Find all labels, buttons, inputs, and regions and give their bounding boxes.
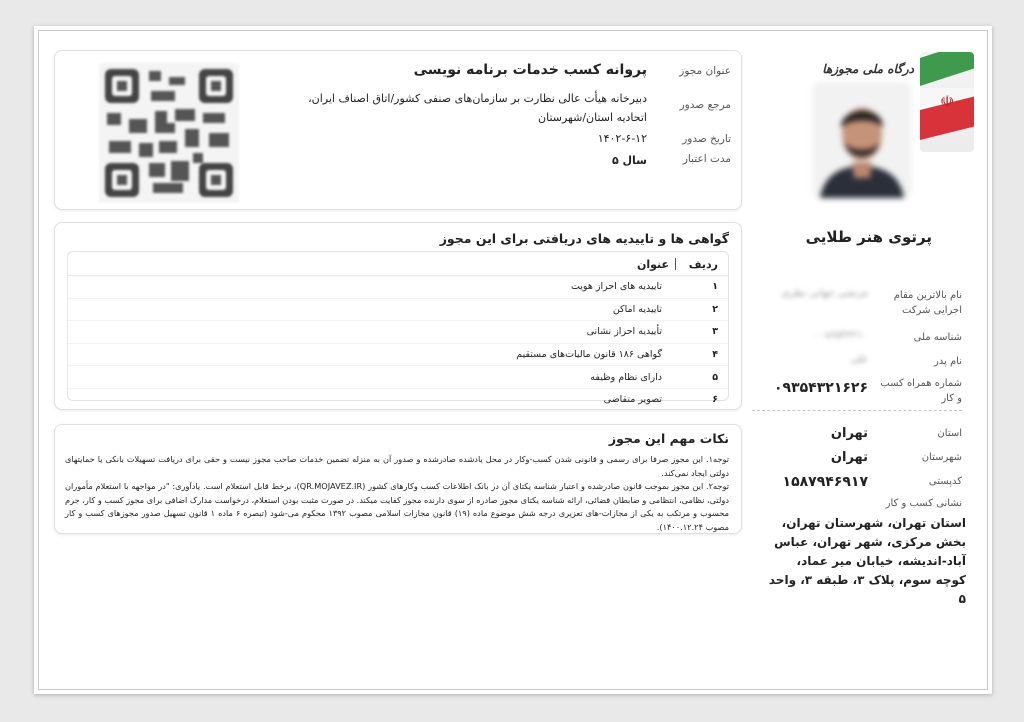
- phone-value: ۰۹۳۵۴۳۲۱۶۲۶: [774, 380, 868, 396]
- postal-code-row: [762, 474, 962, 490]
- row-title: تصویر متقاضی: [603, 394, 662, 406]
- validity-row: [291, 151, 731, 173]
- father-row: [762, 354, 962, 369]
- license-title-row: [291, 59, 731, 89]
- license-card: [54, 50, 742, 210]
- column-separator: [675, 258, 676, 270]
- row-title: تأییدیه احراز نشانی: [586, 326, 662, 338]
- table-row: [68, 389, 728, 411]
- county-row: [762, 450, 962, 465]
- ceo-row: [762, 288, 962, 318]
- license-title: پروانه کسب خدمات برنامه نویسی: [413, 62, 647, 78]
- row-number: ۵: [712, 371, 718, 383]
- table-row: [68, 344, 728, 367]
- qr-code: [99, 63, 239, 203]
- certificates-table-header: [68, 252, 728, 276]
- postal-code-value: ۱۵۸۷۹۴۶۹۱۷: [782, 474, 868, 490]
- license-sheet: [34, 26, 992, 694]
- table-row: [68, 366, 728, 389]
- row-title: گواهی ۱۸۶ قانون مالیات‌های مستقیم: [516, 349, 662, 361]
- notes-body: [65, 453, 729, 535]
- issuer-row: [291, 89, 731, 129]
- row-number: ۲: [712, 303, 718, 315]
- county-value: تهران: [830, 450, 868, 465]
- license-title-label: عنوان مجوز: [679, 65, 731, 77]
- national-id-row: [762, 330, 962, 345]
- row-title: تاییدیه های احراز هویت: [570, 281, 662, 293]
- ceo-value: مرتضی جهانی نظری: [781, 288, 868, 299]
- row-number: ۳: [712, 326, 718, 338]
- notes-card: [54, 424, 742, 534]
- table-row: [68, 321, 728, 344]
- father-label: نام پدر: [933, 356, 962, 367]
- row-number: ۴: [712, 349, 718, 361]
- emblem-icon: ☫: [940, 92, 955, 111]
- portal-logo: درگاه ملی مجوزها: [822, 62, 914, 76]
- province-row: [762, 426, 962, 441]
- table-row: [68, 276, 728, 299]
- issue-date-value: ۱۴۰۲-۶-۱۲: [597, 132, 647, 145]
- row-number: ۱: [712, 281, 718, 293]
- certificates-heading: گواهی ها و تاییدیه های دریافتی برای این مجوز: [439, 231, 729, 246]
- issue-date-row: [291, 129, 731, 151]
- iran-flag-icon: [920, 52, 974, 152]
- issue-date-label: تاریخ صدور: [682, 133, 731, 145]
- father-value: علی: [850, 354, 868, 365]
- column-header-no: ردیف: [688, 258, 718, 271]
- divider: [752, 410, 962, 411]
- phone-label: شماره همراه کسب و کار: [880, 378, 962, 404]
- national-id-label: شناسه ملی: [913, 332, 962, 343]
- ceo-label: نام بالاترین مقام اجرایی شرکت: [893, 290, 962, 316]
- row-number: ۶: [712, 394, 718, 406]
- national-id-value: ۰۰۸۶۵۴۳۲۱۰: [814, 330, 868, 341]
- row-title: تاییدیه اماکن: [612, 303, 662, 315]
- table-row: [68, 299, 728, 322]
- certificates-card: [54, 222, 742, 410]
- applicant-photo: [812, 82, 912, 198]
- notes-heading: نکات مهم این مجوز: [608, 431, 729, 446]
- phone-row: [762, 376, 962, 406]
- row-title: دارای نظام وظیفه: [590, 371, 662, 383]
- address-value: استان تهران، شهرستان تهران، بخش مرکزی، شهر تهران، عباس آباد-اندیشه، خیابان میر عماد، کوچه سوم، پلاک ۳، طبقه ۳، واحد ۵: [768, 516, 966, 606]
- owner-name: پرتوی هنر طلایی: [805, 228, 932, 246]
- address-label: نشانی کسب و کار: [885, 498, 962, 509]
- issuer-label: مرجع صدور: [679, 99, 731, 111]
- note-2: توجه۲. این مجوز بموجب قانون صادرشده و اعتبار شناسه یکتای آن در بانک اطلاعات کسب وکارهای کشور (QR.MOJAVEZ.IR)، برخط قابل استعلام است. یادآوری: "در مواجهه با استعلام مأموران دولتی، نظامی، انتظامی و ضابطان قضائی، ارائه شناسه یکتای مجوز صادره از سوی دارنده مجوز کفایت میکند. در صورت مثبت بودن استعلام، درخواست مدارک اضافی برای مجوز کسب و کار، جرم محسوب و مرتکب به یکی از مجازات-های تعزیری درجه شش موضوع ماده (۱۹) قانون مجازات اسلامی مصوب ۱۳۹۲ محکوم می-شود (تبصره ۶ ماده ۱ قانون تسهیل صدور مجوزهای کسب و کار مصوب ۱۴۰۰.۱۲.۲۴).: [65, 481, 729, 532]
- column-header-title: عنوان: [636, 258, 669, 271]
- certificates-table: [67, 251, 729, 406]
- county-label: شهرستان: [921, 452, 962, 463]
- province-label: استان: [937, 428, 962, 439]
- validity-value: ۵ سال: [611, 154, 647, 167]
- note-1: توجه۱. این مجوز صرفا برای رسمی و قانونی شدن کسب-وکار در محل یادشده صادرشده و صدور آن به منزله تضمین خدمات صاحب مجوز نیست و حقی برای دریافت تسهیلات بانکی یا حمایتهای دولتی ایجاد نمی‌کند.: [65, 454, 729, 478]
- issuer-value: دبیرخانه هیأت عالی نظارت بر سازمان‌های صنفی کشور/اتاق اصناف ایران، اتحادیه استان/شهرستان: [308, 92, 647, 124]
- province-value: تهران: [830, 426, 868, 441]
- validity-label: مدت اعتبار: [682, 153, 731, 165]
- license-fields: [291, 59, 731, 173]
- postal-code-label: کدپستی: [928, 476, 962, 487]
